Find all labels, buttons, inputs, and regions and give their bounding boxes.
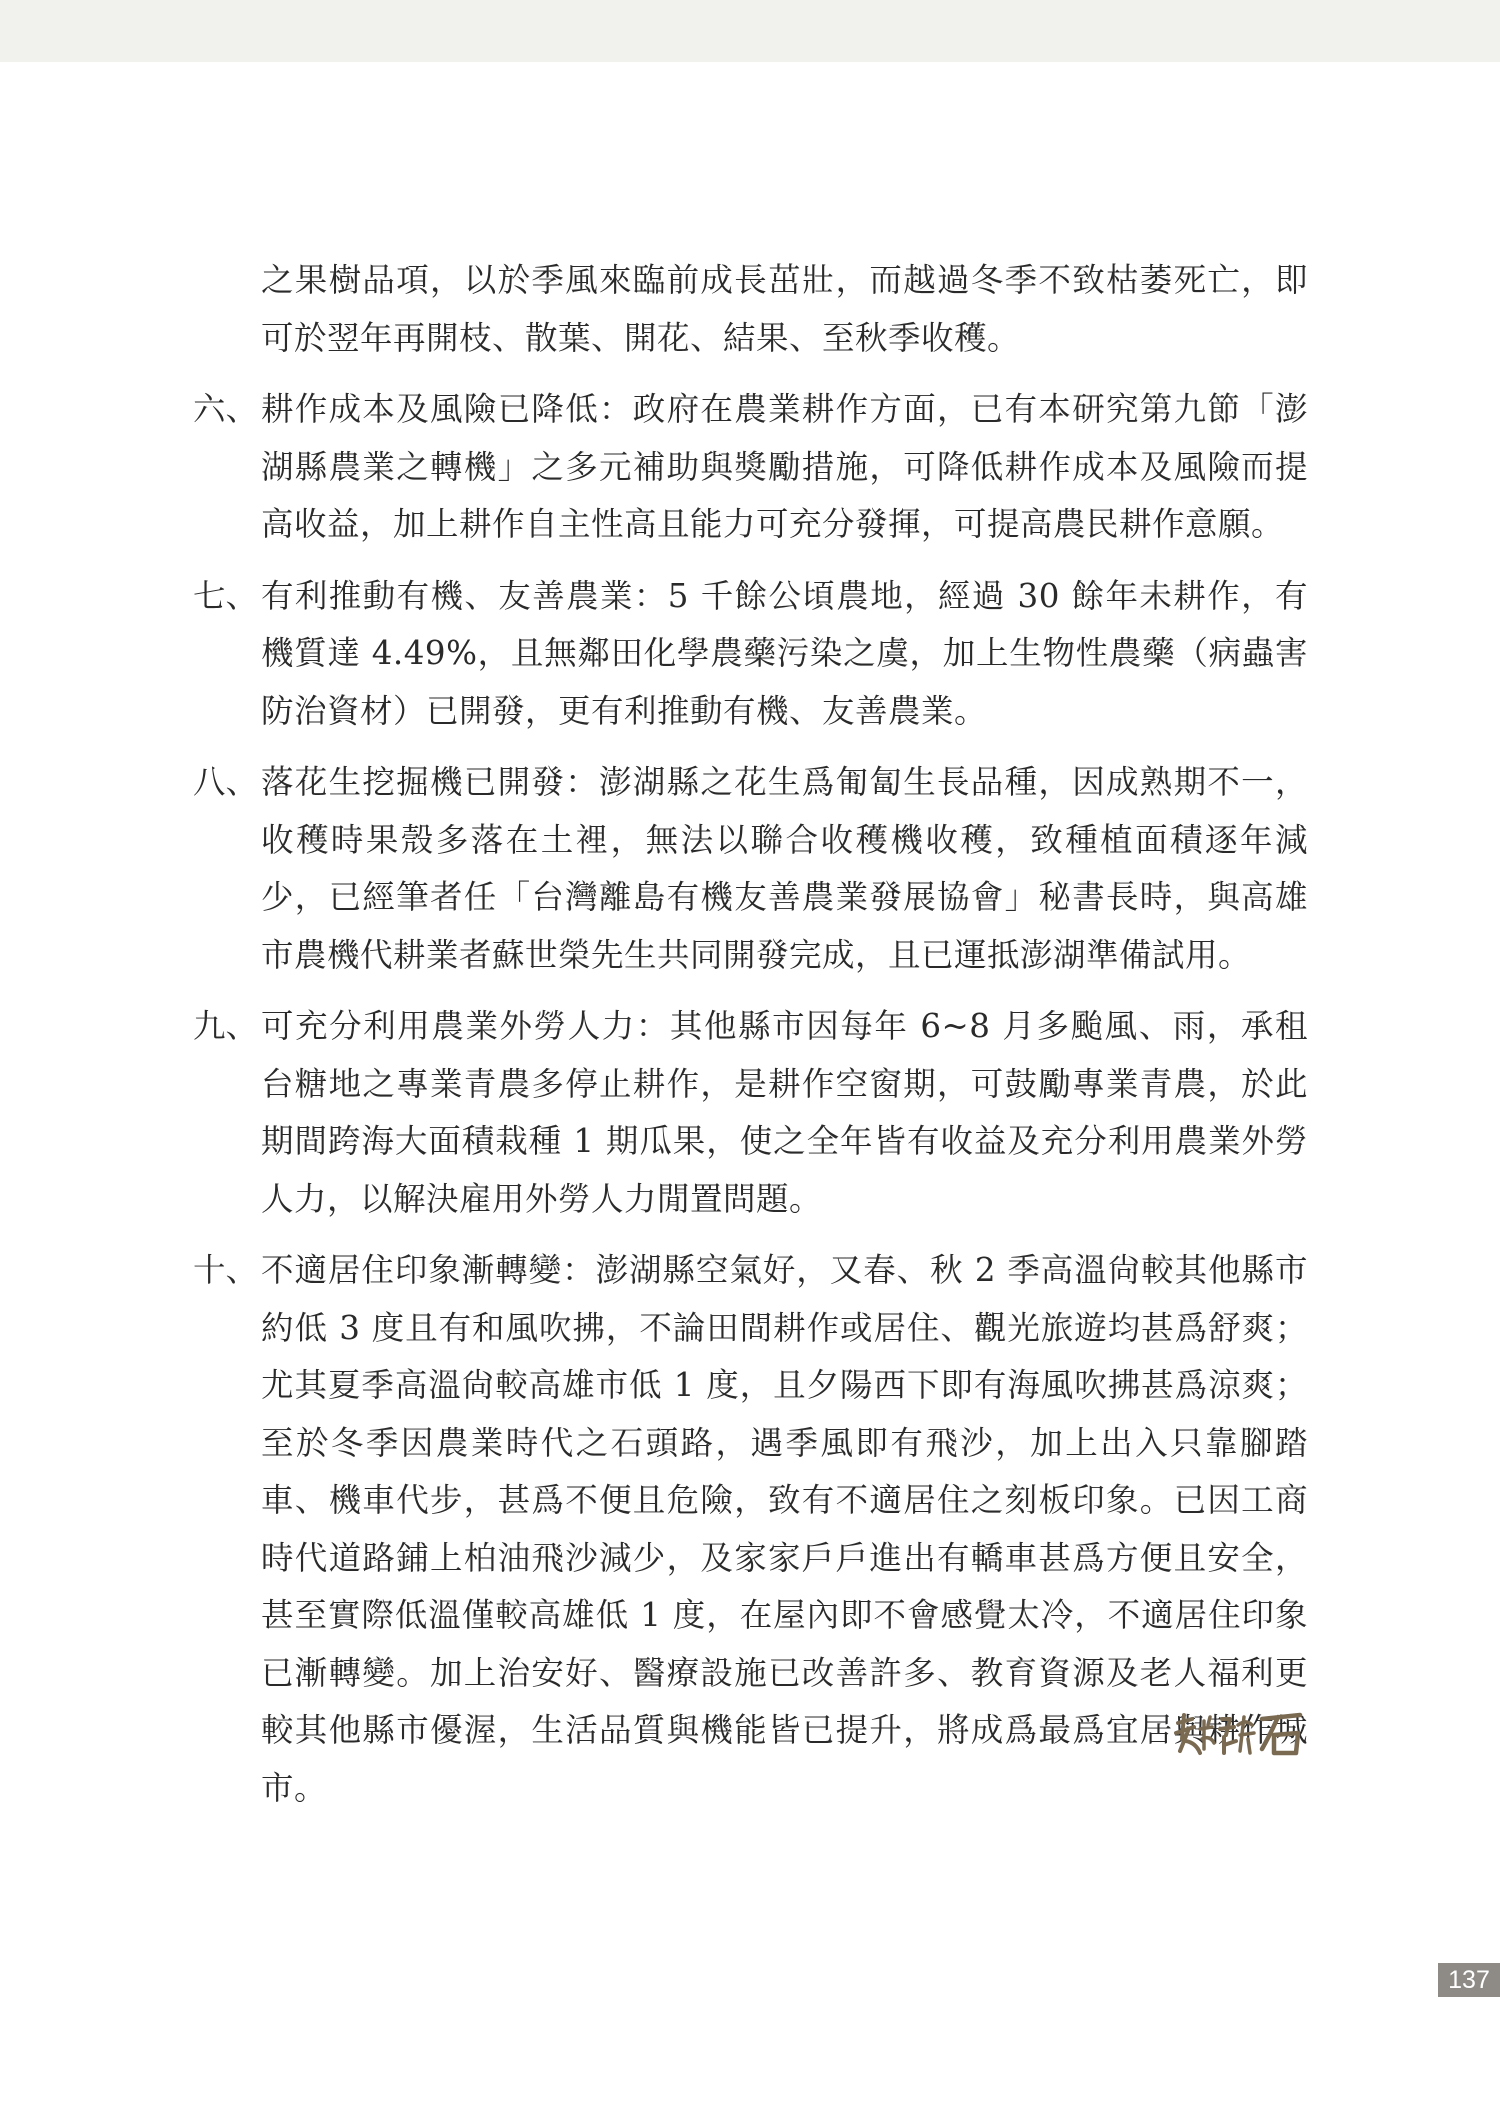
list-item-9 <box>193 998 1308 1228</box>
list-item-text: 落花生挖掘機已開發：澎湖縣之花生爲匍匐生長品種，因成熟期不一，收穫時果殼多落在土裡，無法以聯合收穫機收穫，致種植面積逐年減少，已經筆者任「台灣離島有機友善農業發展協會」秘書長時，與高雄市農機代耕業者蘇世榮先生共同開發完成，且已運抵澎湖準備試用。 <box>261 763 1308 974</box>
list-item-text: 可充分利用農業外勞人力：其他縣市因每年 6~8 月多颱風、雨，承租台糖地之專業青農多停止耕作，是耕作空窗期，可鼓勵專業青農，於此期間跨海大面積栽種 1 期瓜果，使之全年皆有收益及充分利用農業外勞人力，以解決雇用外勞人力閒置問題。 <box>261 1007 1308 1218</box>
list-item-6 <box>193 381 1308 554</box>
list-item-number: 七、 <box>193 576 259 615</box>
page-body <box>193 252 1308 1831</box>
list-item-10 <box>193 1242 1308 1817</box>
calligraphy-signature <box>1170 1705 1310 1765</box>
list-item-number: 十、 <box>193 1251 259 1289</box>
list-item-number: 八、 <box>193 763 259 801</box>
list-item-number: 九、 <box>193 1007 259 1045</box>
scan-top-band <box>0 0 1500 62</box>
list-item-7 <box>193 568 1308 741</box>
list-item-8 <box>193 754 1308 984</box>
intro-paragraph: 之果樹品項，以於季風來臨前成長茁壯，而越過冬季不致枯萎死亡，即可於翌年再開枝、散葉、開花、結果、至秋季收穫。 <box>261 261 1308 357</box>
list-item-text: 耕作成本及風險已降低：政府在農業耕作方面，已有本研究第九節「澎湖縣農業之轉機」之多元補助與獎勵措施，可降低耕作成本及風險而提高收益，加上耕作自主性高且能力可充分發揮，可提高農民耕作意願。 <box>261 390 1308 543</box>
list-item-text: 不適居住印象漸轉變：澎湖縣空氣好，又春、秋 2 季高溫尙較其他縣市約低 3 度且有和風吹拂，不論田間耕作或居住、觀光旅遊均甚爲舒爽；尤其夏季高溫尙較高雄市低 1 度，且夕陽西下即有海風吹拂甚爲涼爽；至於冬季因農業時代之石頭路，遇季風即有飛沙，加上出入只靠腳踏車、機車代步，甚爲不便且危險，致有不適居住之刻板印象。已因工商時代道路鋪上柏油飛沙減少，及家家戶戶進出有轎車甚爲方便且安全，甚至實際低溫僅較高雄低 1 度，在屋內即不會感覺太冷，不適居住印象已漸轉變。加上治安好、醫療設施已改善許多、教育資源及老人福利更較其他縣市優渥，生活品質與機能皆已提升，將成爲最爲宜居與耕作城市。 <box>261 1251 1308 1807</box>
list-item-text: 有利推動有機、友善農業：5 千餘公頃農地，經過 30 餘年未耕作，有機質達 4.49%，且無鄰田化學農藥污染之虞，加上生物性農藥（病蟲害防治資材）已開發，更有利推動有機、友善農業。 <box>261 576 1308 730</box>
list-item-number: 六、 <box>193 390 259 428</box>
page-number: 137 <box>1438 1963 1500 1997</box>
